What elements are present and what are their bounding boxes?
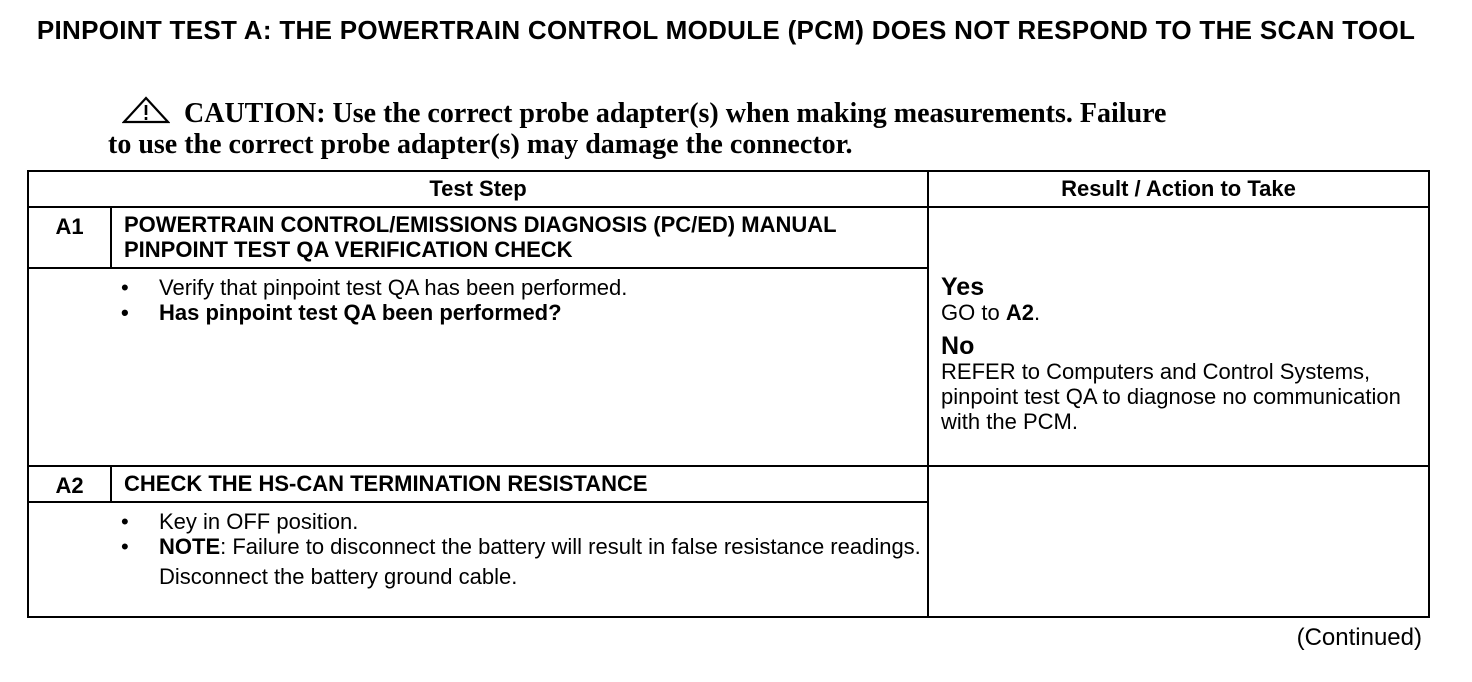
step-heading-a1: POWERTRAIN CONTROL/EMISSIONS DIAGNOSIS (PC/ED) MANUAL PINPOINT TEST QA VERIFICATION CHECK (111, 207, 928, 268)
note-text: : Failure to disconnect the battery will result in false resistance readings. (220, 534, 921, 559)
list-item: • Has pinpoint test QA been performed? (111, 300, 927, 325)
pinpoint-test-table (27, 170, 1430, 618)
no-action: REFER to Computers and Control Systems, pinpoint test QA to diagnose no communication with the PCM. (941, 359, 1401, 434)
note-label: NOTE (159, 534, 221, 559)
table-header-row (28, 171, 1429, 207)
result-a1 (928, 207, 1429, 466)
warning-triangle-icon (122, 96, 170, 124)
caution-line-1: CAUTION: Use the correct probe adapter(s) when making measurements. Failure (184, 98, 1167, 129)
step-instruction: Disconnect the battery ground cable. (159, 564, 518, 589)
yes-label: Yes (941, 273, 985, 301)
table-row (28, 207, 1429, 268)
header-test-step: Test Step (28, 171, 928, 207)
goto-step-link: A2 (1005, 300, 1034, 325)
page-title: PINPOINT TEST A: THE POWERTRAIN CONTROL MODULE (PCM) DOES NOT RESPOND TO THE SCAN TOOL (36, 15, 1416, 45)
table-row (28, 466, 1429, 502)
step-body-a2 (111, 502, 928, 617)
step-id-a2: A2 (28, 466, 111, 502)
no-label: No (941, 332, 975, 360)
result-a2 (928, 466, 1429, 617)
list-item: • Verify that pinpoint test QA has been performed. (111, 275, 927, 300)
step-heading-a2: CHECK THE HS-CAN TERMINATION RESISTANCE (111, 466, 928, 502)
step-body-a1 (111, 268, 928, 466)
continued-label: (Continued) (1296, 624, 1422, 651)
caution-notice (108, 96, 1328, 160)
header-result-action: Result / Action to Take (928, 171, 1429, 207)
step-id-a1: A1 (28, 207, 111, 268)
caution-line-2: to use the correct probe adapter(s) may damage the connector. (108, 129, 853, 160)
list-item (111, 534, 927, 559)
list-item: • Key in OFF position. (111, 509, 927, 534)
yes-action: GO to A2. (941, 300, 1041, 325)
step-id-blank (28, 502, 111, 617)
step-id-blank (28, 268, 111, 466)
